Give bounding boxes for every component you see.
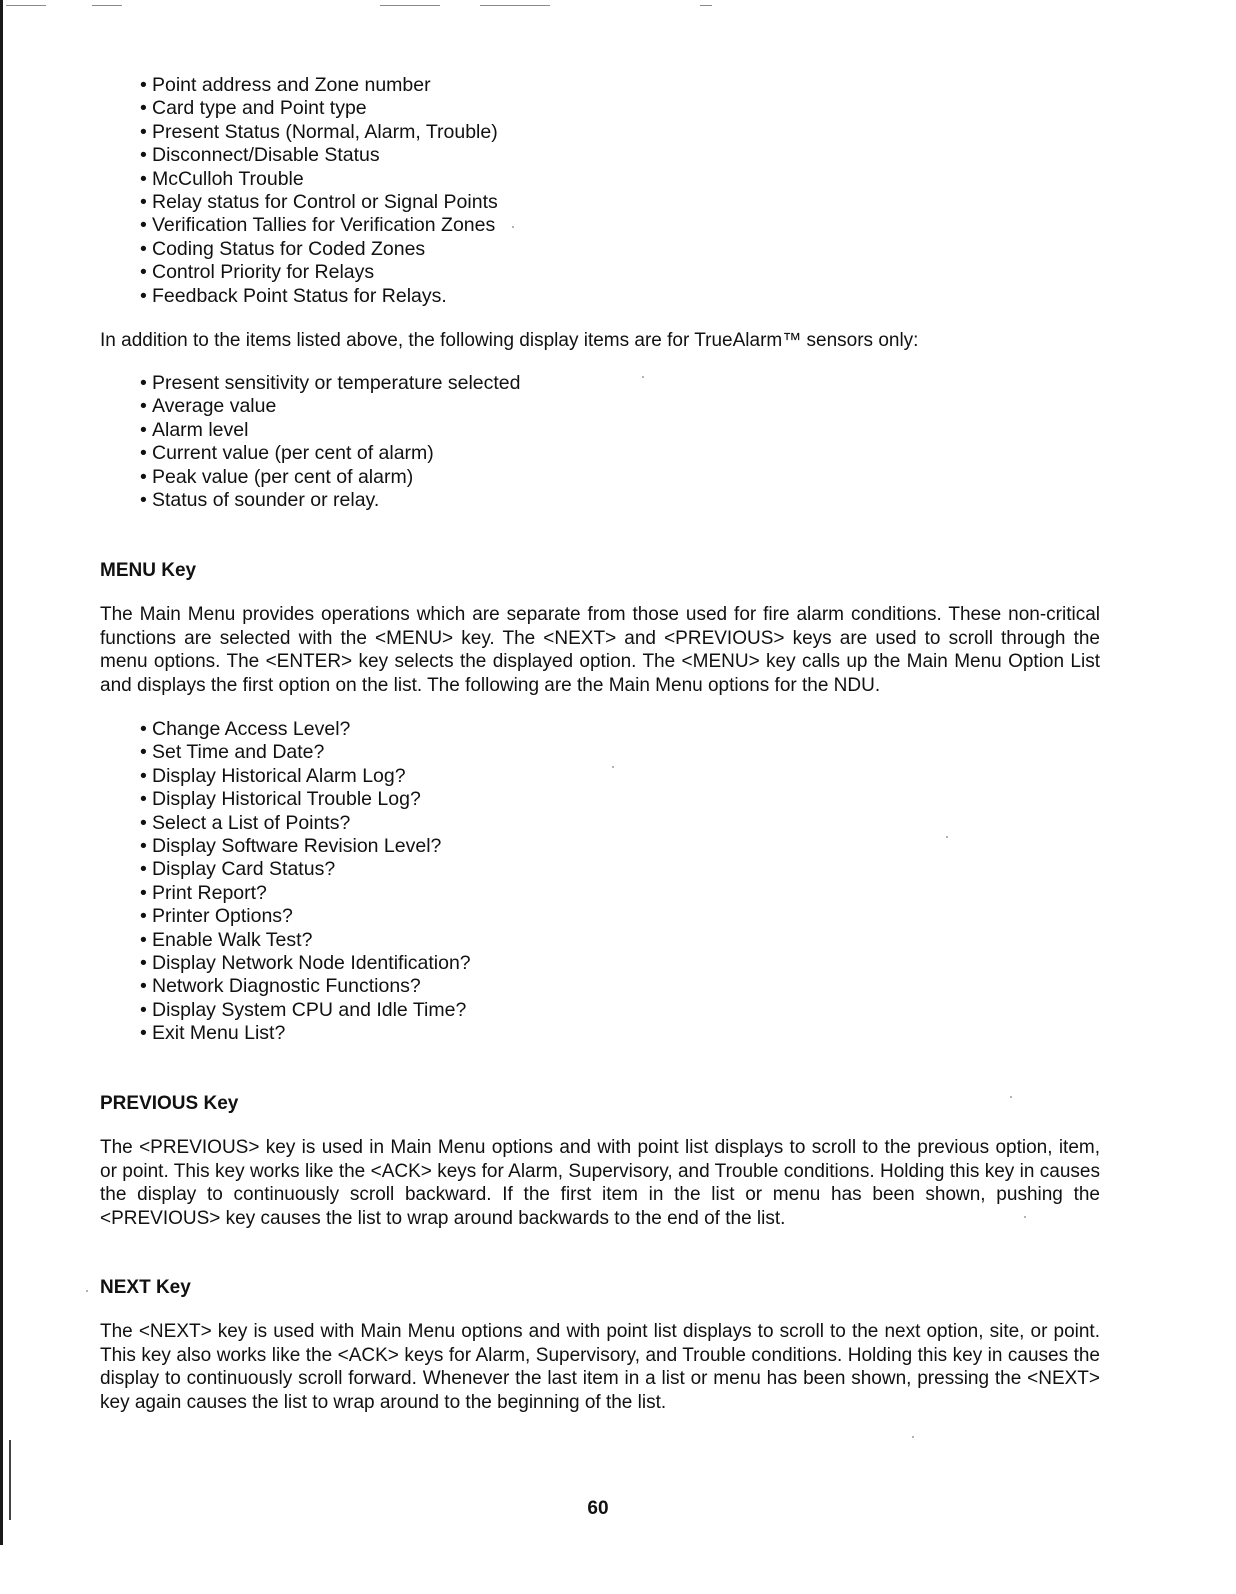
menu-key-heading: MENU Key: [100, 560, 197, 581]
list-item: • Current value (per cent of alarm): [140, 442, 521, 465]
main-menu-options-list: [140, 718, 471, 1046]
page-number: 60: [587, 1498, 609, 1519]
list-item: • McCulloh Trouble: [140, 168, 498, 191]
previous-key-heading: PREVIOUS Key: [100, 1093, 239, 1114]
next-key-paragraph: The <NEXT> key is used with Main Menu options and with point list displays to scroll to the next option, site, or point. This key also works like the <ACK> keys for Alarm, Supervisory, and Trouble conditions. Holding this key in causes the display to continuously scroll forward. Whenever the last item in a list or menu has been shown, pressing the <NEXT> key again causes the list to wrap around to the beginning of the list.: [100, 1321, 1100, 1413]
point-display-items-list: [140, 74, 498, 308]
list-item: • Display Card Status?: [140, 858, 471, 881]
list-item: • Verification Tallies for Verification Zones: [140, 214, 498, 237]
scan-speck: [612, 766, 614, 768]
list-item: • Card type and Point type: [140, 97, 498, 120]
list-item: • Status of sounder or relay.: [140, 489, 521, 512]
list-item: • Present Status (Normal, Alarm, Trouble): [140, 121, 498, 144]
list-item: • Control Priority for Relays: [140, 261, 498, 284]
scan-speck: [1010, 1096, 1012, 1098]
list-item: • Peak value (per cent of alarm): [140, 466, 521, 489]
list-item: • Printer Options?: [140, 905, 471, 928]
list-item: • Change Access Level?: [140, 718, 471, 741]
list-item: • Display Historical Trouble Log?: [140, 788, 471, 811]
list-item: • Coding Status for Coded Zones: [140, 238, 498, 261]
list-item: • Select a List of Points?: [140, 812, 471, 835]
scan-speck: [642, 376, 644, 378]
scan-top-marks: [0, 0, 1236, 10]
list-item: • Alarm level: [140, 419, 521, 442]
list-item: • Enable Walk Test?: [140, 929, 471, 952]
list-item: • Display Software Revision Level?: [140, 835, 471, 858]
scan-speck: [512, 226, 514, 228]
truealarm-items-list: [140, 372, 521, 512]
list-item: • Feedback Point Status for Relays.: [140, 285, 498, 308]
previous-key-paragraph: The <PREVIOUS> key is used in Main Menu options and with point list displays to scroll to the previous option, item, or point. This key works like the <ACK> keys for Alarm, Supervisory, and Trouble conditions. Holding this key in causes the display to continuously scroll backward. If the first item in the list or menu has been shown, pushing the <PREVIOUS> key causes the list to wrap around backwards to the end of the list.: [100, 1137, 1100, 1229]
list-item: • Average value: [140, 395, 521, 418]
list-item: • Point address and Zone number: [140, 74, 498, 97]
list-item: • Exit Menu List?: [140, 1022, 471, 1045]
scan-speck: [912, 1436, 914, 1438]
list-item: • Relay status for Control or Signal Points: [140, 191, 498, 214]
scan-left-edge: [0, 0, 3, 1545]
menu-key-paragraph: The Main Menu provides operations which are separate from those used for fire alarm conditions. These non-critical functions are selected with the <MENU> key. The <NEXT> and <PREVIOUS> keys are used to scroll through the menu options. The <ENTER> key selects the displayed option. The <MENU> key calls up the Main Menu Option List and displays the first option on the list. The following are the Main Menu options for the NDU.: [100, 604, 1100, 696]
next-key-heading: NEXT Key: [100, 1277, 191, 1298]
list-item: • Set Time and Date?: [140, 741, 471, 764]
list-item: • Present sensitivity or temperature selected: [140, 372, 521, 395]
truealarm-intro-paragraph: In addition to the items listed above, the following display items are for TrueAlarm™ sensors only:: [100, 330, 919, 351]
list-item: • Display System CPU and Idle Time?: [140, 999, 471, 1022]
list-item: • Display Network Node Identification?: [140, 952, 471, 975]
list-item: • Display Historical Alarm Log?: [140, 765, 471, 788]
list-item: • Network Diagnostic Functions?: [140, 975, 471, 998]
list-item: • Print Report?: [140, 882, 471, 905]
scan-speck: [86, 1290, 88, 1292]
list-item: • Disconnect/Disable Status: [140, 144, 498, 167]
scan-speck: [946, 836, 948, 838]
